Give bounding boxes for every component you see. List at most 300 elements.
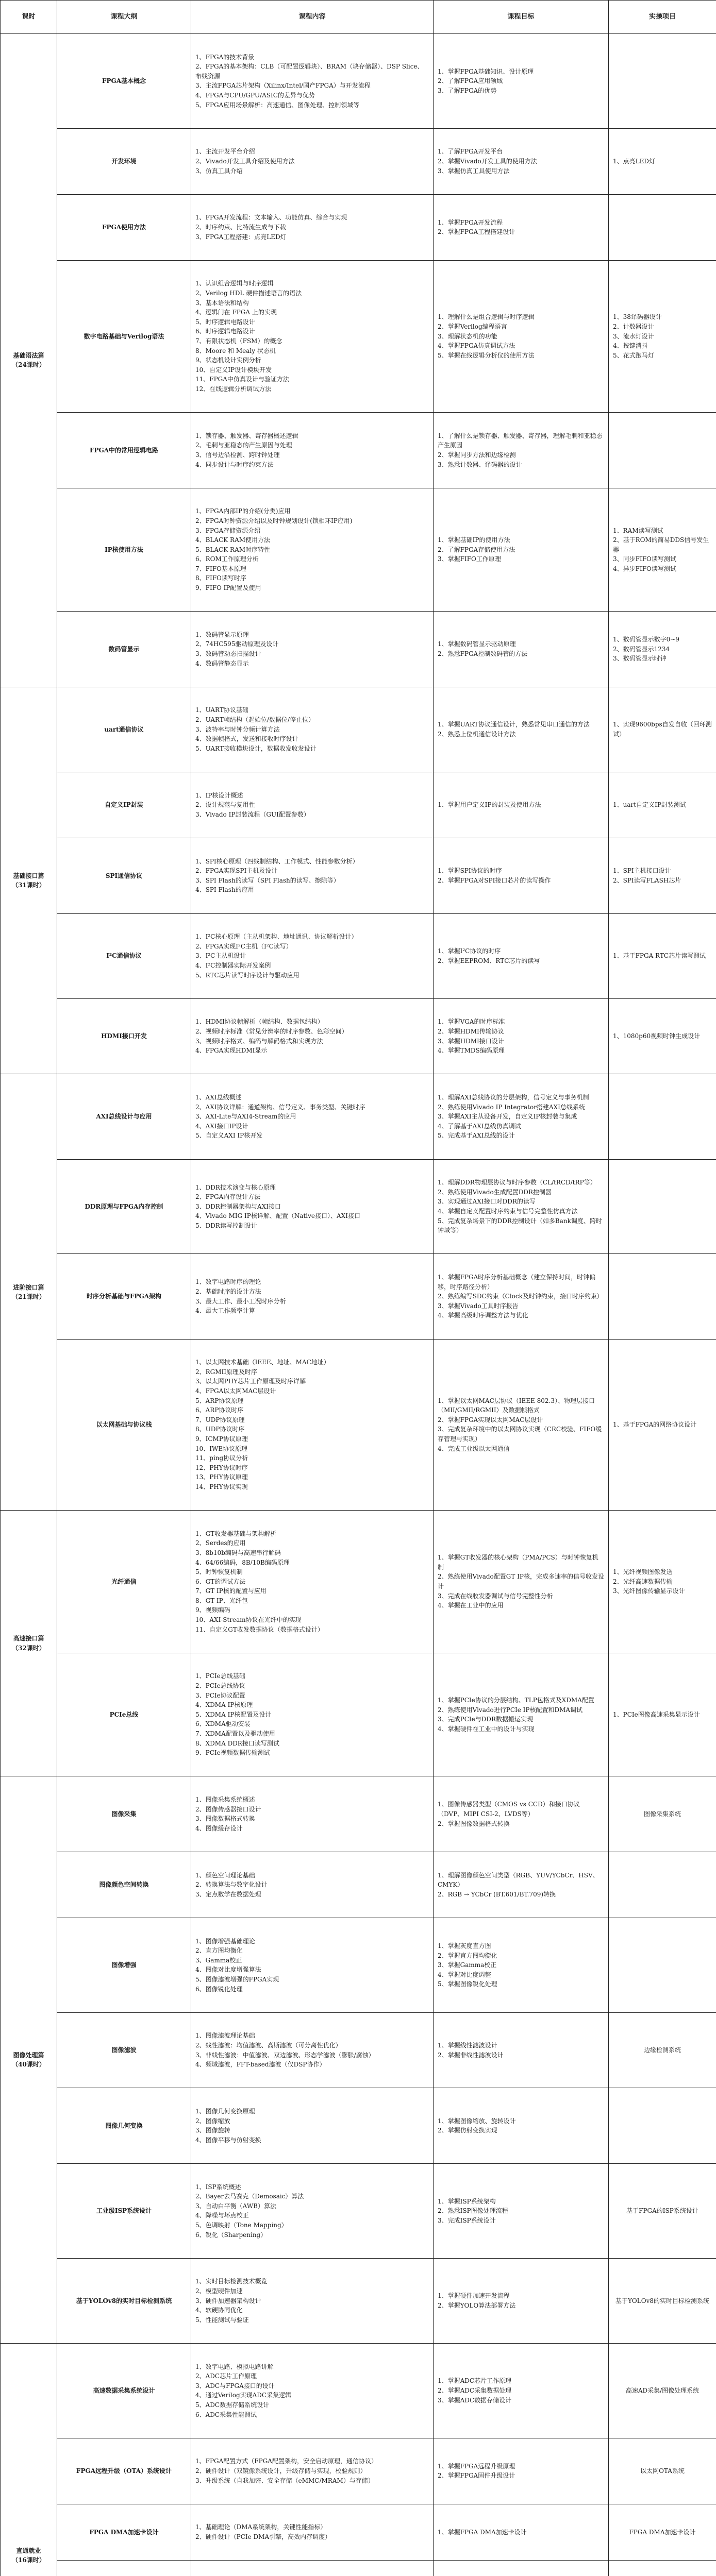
stage-label bbox=[1, 1511, 57, 1776]
course-goal bbox=[434, 2012, 609, 2088]
course-goal-line: 3、了解FPGA的优势 bbox=[438, 87, 497, 94]
course-goal-line: 2、掌握HDMI传输协议 bbox=[438, 1028, 504, 1036]
course-goal bbox=[434, 34, 609, 129]
course-project bbox=[609, 2164, 716, 2259]
course-project bbox=[609, 488, 716, 612]
course-goal-line: 4、完成工业级以太网通信 bbox=[438, 1445, 510, 1452]
course-title: I²C通信协议 bbox=[57, 913, 191, 998]
course-content-line: 3、FPGA存储资源介绍 bbox=[195, 527, 261, 534]
course-content-line: 3、波特率与时钟分频计算方法 bbox=[195, 725, 280, 733]
course-content-line: 5、UART接收模块设计，数据收发收发设计 bbox=[195, 744, 317, 752]
course-content-line: 2、74HC595驱动原理及设计 bbox=[195, 640, 279, 648]
course-goal-line: 1、掌握ISP系统架构 bbox=[438, 2197, 496, 2205]
course-content-line: 6、GT的调试方法 bbox=[195, 1578, 246, 1585]
course-goal-line: 1、掌握FPGA基础知识、设计原理 bbox=[438, 67, 534, 75]
course-content-line: 3、I²C主从机设计 bbox=[195, 952, 246, 960]
course-content-line: 9、FIFO IP配置及使用 bbox=[195, 584, 261, 592]
course-title: 图像颜色空间转换 bbox=[57, 1852, 191, 1918]
course-goal-line: 1、掌握FPGA开发流程 bbox=[438, 218, 503, 226]
course-goal bbox=[434, 1339, 609, 1511]
course-content-line: 4、64/66编码，8B/10B编码原理 bbox=[195, 1558, 290, 1566]
course-goal-line: 1、掌握SPI协议的时序 bbox=[438, 867, 502, 875]
course-goal-line: 4、掌握硬件在工业中的设计与实现 bbox=[438, 1725, 535, 1733]
stage-label-line: 高速接口篇 bbox=[13, 1635, 44, 1642]
course-goal-line: 2、掌握FPGA工程搭建设计 bbox=[438, 228, 515, 236]
table-row bbox=[1, 34, 716, 129]
course-content bbox=[191, 194, 434, 260]
course-goal-line: 3、掌握HDMI接口设计 bbox=[438, 1037, 504, 1045]
stage-label-line: 图像处理篇 bbox=[13, 2051, 44, 2059]
course-goal-line: 1、理解AXI总线协议的分层架构，信号定义与事务机制 bbox=[438, 1094, 589, 1101]
course-content-line: 2、AXI协议详解：通道架构、信号定义、事务类型、关键时序 bbox=[195, 1103, 365, 1111]
course-content-line: 11、FPGA中仿真设计与验证方法 bbox=[195, 376, 289, 383]
course-content-line: 2、时序约束、比特流生成与下载 bbox=[195, 223, 286, 231]
course-content-line: 5、自定义AXI IP核开发 bbox=[195, 1132, 263, 1140]
course-content-line: 8、UDP协议时序 bbox=[195, 1426, 245, 1433]
course-content-line: 3、最大工作、最小工况时序分析 bbox=[195, 1297, 286, 1305]
course-content bbox=[191, 1653, 434, 1776]
course-content-line: 6、图像锐化处理 bbox=[195, 1985, 243, 1993]
course-goal bbox=[434, 612, 609, 687]
course-goal-line: 1、掌握FPGA时序分析基础概念（建立保持时间，时钟偏移，时序路径分析） bbox=[438, 1274, 596, 1291]
course-content bbox=[191, 2012, 434, 2088]
stage-label-line: 直通就业 bbox=[16, 2547, 41, 2554]
table-row bbox=[1, 913, 716, 998]
table-row bbox=[1, 838, 716, 914]
course-content-line: 5、时钟恢复机制 bbox=[195, 1568, 243, 1576]
course-content-line: 4、频域滤波，FFT-based滤波（仅DSP协作） bbox=[195, 2061, 326, 2069]
course-content-line: 1、图像几何变换原理 bbox=[195, 2108, 255, 2115]
course-goal bbox=[434, 1254, 609, 1339]
course-project-line: 1、基于FPGA RTC芯片读写测试 bbox=[613, 952, 706, 960]
stage-label-line: （24课时） bbox=[12, 361, 45, 369]
course-project-line: 4、按键消抖 bbox=[613, 342, 648, 350]
course-content-line: 3、定点数学在数据处理 bbox=[195, 1890, 261, 1898]
stage-label-line: （31课时） bbox=[12, 882, 45, 889]
course-goal-line: 1、了解FPGA开发平台 bbox=[438, 148, 503, 156]
course-content-line: 2、视频时序标准（常见分辨率的时序参数、色彩空间） bbox=[195, 1028, 348, 1036]
course-content-line: 7、FIFO基本原理 bbox=[195, 565, 246, 572]
course-content-line: 5、ARP协议原理 bbox=[195, 1397, 244, 1404]
course-content bbox=[191, 2438, 434, 2504]
course-goal-line: 3、理解状态机的功能 bbox=[438, 332, 497, 340]
header-hours: 课时 bbox=[1, 1, 57, 34]
course-content-line: 7、有限状态机（FSM）的概念 bbox=[195, 337, 282, 345]
header-outline: 课程大纲 bbox=[57, 1, 191, 34]
course-goal-line: 1、掌握数码管显示驱动原理 bbox=[438, 640, 516, 648]
course-project-line: 3、数码管显示时钟 bbox=[613, 655, 667, 663]
stage-label bbox=[1, 34, 57, 687]
course-project bbox=[609, 1339, 716, 1511]
course-title: 开发环境 bbox=[57, 128, 191, 194]
course-content-line: 12、在线逻辑分析调试方法 bbox=[195, 385, 272, 393]
course-content bbox=[191, 612, 434, 687]
course-goal-line: 3、掌握仿真工具使用方法 bbox=[438, 167, 510, 175]
course-content-line: 14、PHY协议实现 bbox=[195, 1483, 248, 1490]
course-content-line: 1、UART协议基础 bbox=[195, 706, 248, 714]
course-content-line: 3、非线性滤波：中值滤波、双边滤波、形态学滤波（膨胀/腐蚀） bbox=[195, 2051, 375, 2059]
course-goal-line: 1、掌握UART协议通信设计，熟悉常见串口通信的方法 bbox=[438, 721, 590, 728]
course-content bbox=[191, 34, 434, 129]
table-row bbox=[1, 260, 716, 412]
course-content-line: 2、毛刺与亚稳态的产生原因与处理 bbox=[195, 442, 292, 449]
stage-label bbox=[1, 687, 57, 1074]
course-content-line: 4、BLACK RAM使用方法 bbox=[195, 536, 271, 544]
course-content-line: 4、数据帧格式，发送和接收时序设计 bbox=[195, 735, 298, 743]
course-content-line: 1、ISP系统概述 bbox=[195, 2183, 241, 2191]
course-project bbox=[609, 772, 716, 838]
table-row bbox=[1, 1653, 716, 1776]
course-content-line: 2、图像传感器接口设计 bbox=[195, 1805, 261, 1813]
course-content-line: 4、软硬协同优化 bbox=[195, 2307, 243, 2314]
course-content-line: 4、FPGA与CPU/GPU/ASIC的差异与优势 bbox=[195, 91, 315, 99]
stage-label-line: （40课时） bbox=[12, 2061, 45, 2069]
course-content-line: 2、硬件设计（双镜像系统设计，升级存储与实现，校验规则） bbox=[195, 2467, 367, 2475]
course-content-line: 1、FPGA的技术背景 bbox=[195, 53, 255, 61]
course-goal bbox=[434, 2504, 609, 2560]
course-content bbox=[191, 1776, 434, 1852]
course-goal bbox=[434, 128, 609, 194]
course-content-line: 1、实时目标检测技术概览 bbox=[195, 2278, 268, 2285]
course-goal-line: 2、掌握FPGA固件升级设计 bbox=[438, 2472, 515, 2480]
course-goal bbox=[434, 194, 609, 260]
course-goal-line: 2、熟练使用Vivado配置GT IP核，完成多速率的信号收发设计 bbox=[438, 1573, 604, 1590]
course-content bbox=[191, 1339, 434, 1511]
course-title: 高速数据采集系统设计 bbox=[57, 2343, 191, 2438]
course-content-line: 3、以太网PHY芯片工作原理及时序详解 bbox=[195, 1378, 306, 1385]
course-content bbox=[191, 488, 434, 612]
course-goal bbox=[434, 2088, 609, 2164]
course-content-line: 9、ICMP协议原理 bbox=[195, 1435, 248, 1443]
course-project bbox=[609, 1254, 716, 1339]
table-row bbox=[1, 2561, 716, 2576]
course-content-line: 4、逻辑门在 FPGA 上的实现 bbox=[195, 309, 277, 316]
course-content-line: 5、RTC芯片读写时序设计与驱动应用 bbox=[195, 971, 299, 979]
course-content-line: 3、SPI Flash的读写（SPI Flash的读写、擦除等） bbox=[195, 876, 340, 884]
course-project-line: 1、实现9600bps自发自收（回环测试） bbox=[613, 721, 712, 738]
course-content-line: 3、AXI-Lite与AXI4-Stream的应用 bbox=[195, 1113, 296, 1121]
course-goal bbox=[434, 1653, 609, 1776]
course-content-line: 9、状态机设计实例分析 bbox=[195, 357, 261, 364]
course-project-line: 2、计数器设计 bbox=[613, 323, 654, 331]
header-project: 实操项目 bbox=[609, 1, 716, 34]
table-row bbox=[1, 1918, 716, 2013]
course-goal bbox=[434, 772, 609, 838]
stage-label-line: 基础语法篇 bbox=[13, 351, 44, 359]
course-goal-line: 4、掌握对比度调整 bbox=[438, 1971, 491, 1978]
course-project bbox=[609, 2012, 716, 2088]
course-content-line: 2、Bayer去马赛克（Demosaic）算法 bbox=[195, 2193, 304, 2200]
course-project-line: 5、花式跑马灯 bbox=[613, 351, 654, 359]
course-content-line: 3、DDR控制器架构与AXI接口 bbox=[195, 1202, 281, 1210]
course-content-line: 5、BLACK RAM时序特性 bbox=[195, 546, 271, 553]
course-goal bbox=[434, 260, 609, 412]
table-row bbox=[1, 2343, 716, 2438]
course-goal-line: 1、掌握FPGA DMA加速卡设计 bbox=[438, 2528, 527, 2536]
course-goal-line: 1、掌握灰度直方图 bbox=[438, 1942, 491, 1950]
course-content-line: 1、图像滤波理论基础 bbox=[195, 2032, 255, 2040]
course-content-line: 4、图像平移与仿射变换 bbox=[195, 2136, 261, 2144]
course-project-line: 1、uart自定义IP封装测试 bbox=[613, 801, 686, 809]
course-content-line: 3、8b10b编码与高速串行解码 bbox=[195, 1549, 281, 1556]
course-project-line: 高速AD采集/图像处理系统 bbox=[625, 2387, 700, 2395]
course-title: 图像滤波 bbox=[57, 2012, 191, 2088]
course-content bbox=[191, 2258, 434, 2343]
course-goal-line: 4、掌握TMDS编码原理 bbox=[438, 1047, 505, 1055]
course-content-line: 3、仿真工具介绍 bbox=[195, 167, 243, 175]
course-content bbox=[191, 1254, 434, 1339]
course-project-line: 1、1080p60视频时钟生成设计 bbox=[613, 1032, 701, 1040]
course-project bbox=[609, 1074, 716, 1159]
course-content-line: 1、以太网技术基础（IEEE、地址、MAC地址） bbox=[195, 1359, 330, 1366]
course-goal-line: 1、掌握GT收发器的核心架构（PMA/PCS）与时钟恢复机制 bbox=[438, 1554, 598, 1571]
course-content-line: 3、视频时序格式、编码与解码格式和实现方法 bbox=[195, 1037, 323, 1045]
course-title: 数字电路基础与Verilog语法 bbox=[57, 260, 191, 412]
course-goal-line: 3、熟悉计数器、译码器的设计 bbox=[438, 461, 522, 468]
course-title: AXI总线设计与应用 bbox=[57, 1074, 191, 1159]
course-content bbox=[191, 1074, 434, 1159]
course-content-line: 2、模型硬件加速 bbox=[195, 2287, 243, 2295]
course-goal-line: 1、掌握硬件加速开发流程 bbox=[438, 2292, 510, 2300]
course-project bbox=[609, 34, 716, 129]
course-content-line: 4、数码管静态显示 bbox=[195, 659, 249, 667]
course-content-line: 1、图像增强基础理论 bbox=[195, 1937, 255, 1945]
course-content-line: 6、ARP协议时序 bbox=[195, 1406, 244, 1414]
course-goal-line: 1、了解什么是锁存器、触发器、寄存器，理解毛刺和亚稳态产生原因 bbox=[438, 432, 603, 449]
course-goal-line: 4、掌握FPGA仿真调试方法 bbox=[438, 342, 515, 350]
course-project bbox=[609, 687, 716, 772]
course-content-line: 1、AXI总线概述 bbox=[195, 1094, 242, 1101]
course-title: FPGA远程升级（OTA）系统设计 bbox=[57, 2438, 191, 2504]
course-title: 图像采集 bbox=[57, 1776, 191, 1852]
course-content bbox=[191, 260, 434, 412]
course-goal-line: 2、掌握YOLO算法部署方法 bbox=[438, 2301, 516, 2309]
course-content-line: 8、XDMA DDR接口读写测试 bbox=[195, 1739, 279, 1747]
course-project-line: 1、RAM读写测试 bbox=[613, 527, 663, 534]
course-title: SPI通信协议 bbox=[57, 838, 191, 914]
course-title: 光纤通信 bbox=[57, 1511, 191, 1653]
course-goal bbox=[434, 1511, 609, 1653]
course-content bbox=[191, 913, 434, 998]
course-content-line: 2、线性滤波：均值滤波、高斯滤波（可分离性优化） bbox=[195, 2042, 342, 2049]
course-content-line: 3、FPGA工程搭建：点亮LED灯 bbox=[195, 233, 287, 241]
course-content-line: 4、SPI Flash的应用 bbox=[195, 886, 254, 894]
course-goal-line: 2、熟练使用Vivado IP Integrator搭建AXI总线系统 bbox=[438, 1103, 585, 1111]
course-content-line: 9、PCIe视频数据传输测试 bbox=[195, 1749, 270, 1757]
course-content-line: 4、降噪与坏点校正 bbox=[195, 2212, 249, 2219]
course-goal-line: 4、了解基于AXI总线仿真调试 bbox=[438, 1122, 521, 1130]
course-title: DDR原理与FPGA内存控制 bbox=[57, 1159, 191, 1254]
course-content-line: 5、XDMA IP核配置及设计 bbox=[195, 1710, 272, 1718]
course-content-line: 4、图像对比度增强算法 bbox=[195, 1966, 261, 1974]
course-project-line: 图像采集系统 bbox=[643, 1810, 681, 1818]
course-project-line: 1、光纤视频图像发送 bbox=[613, 1568, 673, 1576]
course-content bbox=[191, 1918, 434, 2013]
course-content-line: 2、FPGA时钟资源介绍以及时钟规划设计(锁相环IP应用) bbox=[195, 517, 353, 524]
course-content-line: 3、图像数据格式转换 bbox=[195, 1815, 255, 1823]
course-project bbox=[609, 2438, 716, 2504]
course-goal bbox=[434, 2258, 609, 2343]
course-goal bbox=[434, 488, 609, 612]
course-goal-line: 1、掌握线性滤波设计 bbox=[438, 2042, 497, 2049]
course-content-line: 6、时序逻辑电路设计 bbox=[195, 328, 255, 335]
table-body bbox=[1, 34, 716, 2576]
course-content-line: 1、HDMI协议帧解析（帧结构、数据包结构） bbox=[195, 1018, 324, 1026]
course-goal-line: 5、掌握图像锐化处理 bbox=[438, 1980, 497, 1988]
course-goal-line: 3、实现通过AXI接口对DDR的读写 bbox=[438, 1198, 536, 1206]
course-goal bbox=[434, 2343, 609, 2438]
stage-label-line: （16课时） bbox=[12, 2556, 45, 2564]
course-content bbox=[191, 2561, 434, 2576]
course-goal-line: 2、掌握ADC采集数据处理 bbox=[438, 2387, 512, 2395]
course-goal-line: 1、掌握以太网MAC层协议（IEEE 802.3）、物理层接口（MII/GMII/RGMII）及数据帧格式 bbox=[438, 1397, 595, 1414]
table-row bbox=[1, 998, 716, 1074]
table-row bbox=[1, 413, 716, 488]
course-content-line: 1、IP核设计概述 bbox=[195, 791, 243, 799]
table-row bbox=[1, 1776, 716, 1852]
course-project bbox=[609, 1852, 716, 1918]
course-project bbox=[609, 913, 716, 998]
course-content-line: 8、Moore 和 Mealy 状态机 bbox=[195, 347, 276, 354]
course-content-line: 3、Vivado IP封装流程（GUI配置参数） bbox=[195, 810, 310, 818]
table-row bbox=[1, 2504, 716, 2560]
course-goal bbox=[434, 1776, 609, 1852]
course-project-line: 1、SPI主机接口设计 bbox=[613, 867, 671, 875]
course-project-line: 2、数码管显示1234 bbox=[613, 645, 670, 653]
course-project-line: 4、异步FIFO读写测试 bbox=[613, 565, 676, 572]
course-goal bbox=[434, 687, 609, 772]
table-row bbox=[1, 612, 716, 687]
course-content-line: 4、I²C控制器实际开发案例 bbox=[195, 962, 271, 970]
course-project bbox=[609, 2561, 716, 2576]
course-content-line: 6、ROM工作原理分析 bbox=[195, 555, 259, 563]
table-row bbox=[1, 2164, 716, 2259]
course-project-line: 2、光纤高速数据传输 bbox=[613, 1578, 673, 1585]
course-content-line: 2、RGMII原理及时序 bbox=[195, 1368, 258, 1376]
course-goal-line: 2、掌握仿射变换实现 bbox=[438, 2127, 497, 2134]
course-project-line: 1、38译码器设计 bbox=[613, 313, 662, 321]
course-project-line: 2、基于ROM的简易DDS信号发生器 bbox=[613, 536, 709, 553]
table-row bbox=[1, 1852, 716, 1918]
table-header bbox=[1, 1, 716, 34]
course-title: 时序分析基础与FPGA架构 bbox=[57, 1254, 191, 1339]
table-row bbox=[1, 2258, 716, 2343]
course-content-line: 3、升级系统（自我加密、安全存储（eMMC/MRAM）与存储） bbox=[195, 2477, 374, 2484]
course-project bbox=[609, 1653, 716, 1776]
course-content-line: 3、基本语法和结构 bbox=[195, 299, 249, 307]
course-goal-line: 3、完成在线收发器调试与信号完整性分析 bbox=[438, 1592, 553, 1600]
course-content-line: 4、最大工作频率计算 bbox=[195, 1307, 255, 1315]
course-content-line: 2、Verilog HDL 硬件描述语言的语法 bbox=[195, 289, 302, 297]
course-goal-line: 3、掌握AXI主从设备开发，自定义IP核封装与集成 bbox=[438, 1113, 577, 1121]
course-goal-line: 3、完成PCIe与DDR数据搬运实现 bbox=[438, 1716, 534, 1723]
course-title: 自定义IP封装 bbox=[57, 772, 191, 838]
course-title: FPGA中的常用逻辑电路 bbox=[57, 413, 191, 488]
header-goal: 课程目标 bbox=[434, 1, 609, 34]
course-project bbox=[609, 2343, 716, 2438]
course-content-line: 3、图像旋转 bbox=[195, 2127, 230, 2134]
course-goal-line: 3、掌握FIFO工作原理 bbox=[438, 555, 501, 563]
course-content-line: 1、锁存器、触发器、寄存器概述逻辑 bbox=[195, 432, 298, 439]
course-goal-line: 5、完成基于AXI总线的设计 bbox=[438, 1132, 515, 1140]
header-content: 课程内容 bbox=[191, 1, 434, 34]
course-title: 工业级ISP系统设计 bbox=[57, 2164, 191, 2259]
course-goal-line: 1、掌握FPGA远程升级原理 bbox=[438, 2462, 515, 2470]
course-goal bbox=[434, 1159, 609, 1254]
course-content bbox=[191, 128, 434, 194]
course-content-line: 6、ADC采集性能测试 bbox=[195, 2411, 257, 2418]
course-content bbox=[191, 838, 434, 914]
course-title: 图像增强 bbox=[57, 1918, 191, 2013]
course-content bbox=[191, 2164, 434, 2259]
course-goal-line: 2、掌握EEPROM、RTC芯片的读写 bbox=[438, 957, 540, 964]
stage-label bbox=[1, 1776, 57, 2344]
course-goal-line: 4、掌握高级时序调整方法与优化 bbox=[438, 1312, 528, 1319]
course-content-line: 13、PHY协议原理 bbox=[195, 1473, 248, 1481]
course-content bbox=[191, 2343, 434, 2438]
course-goal-line: 4、掌握自定义配置时序约束与信号完整性仿真方法 bbox=[438, 1208, 578, 1215]
course-title: uart通信协议 bbox=[57, 687, 191, 772]
stage-label-line: 进阶接口篇 bbox=[13, 1283, 44, 1291]
course-content-line: 5、时序逻辑电路设计 bbox=[195, 318, 255, 326]
course-goal bbox=[434, 913, 609, 998]
course-content-line: 2、FPGA实现SPI主机及设计 bbox=[195, 867, 278, 875]
course-content-line: 3、主流FPGA芯片架构（Xilinx/Intel/国产FPGA）与开发流程 bbox=[195, 82, 371, 90]
course-content-line: 4、XDMA IP核原理 bbox=[195, 1701, 253, 1709]
course-goal-line: 2、掌握非线性滤波设计 bbox=[438, 2051, 504, 2059]
course-project-line: 3、同步FIFO读写测试 bbox=[613, 555, 676, 563]
course-content bbox=[191, 413, 434, 488]
course-content-line: 5、FPGA应用场景解析：高速通信、图像处理、控制领域等 bbox=[195, 101, 360, 109]
course-content-line: 3、信号边沿检测、跨时钟处理 bbox=[195, 451, 280, 459]
course-goal-line: 5、完成复杂场景下的DDR控制设计（如多Bank调度、跨时钟域等） bbox=[438, 1217, 602, 1234]
course-content-line: 5、图像滤波增强的FPGA实现 bbox=[195, 1976, 279, 1984]
table-row bbox=[1, 2012, 716, 2088]
course-goal-line: 2、掌握Vivado开发工具的使用方法 bbox=[438, 157, 537, 165]
course-content-line: 7、UDP协议原理 bbox=[195, 1416, 245, 1423]
course-content-line: 1、GT收发器基础与架构解析 bbox=[195, 1530, 277, 1537]
course-content bbox=[191, 772, 434, 838]
course-goal-line: 2、熟练编写SDC约束（Clock及时钟约束，接口时序约束） bbox=[438, 1293, 603, 1300]
course-goal-line: 2、了解FPGA存储使用方法 bbox=[438, 546, 515, 553]
course-content-line: 2、FPGA内存设计方法 bbox=[195, 1193, 261, 1201]
course-project bbox=[609, 2258, 716, 2343]
course-project-line: 1、PCIe图像高速采集显示设计 bbox=[613, 1710, 700, 1718]
course-content-line: 1、基础理论（DMA系统架构，关键性能指标） bbox=[195, 2523, 327, 2531]
course-content-line: 4、AXI接口IP设计 bbox=[195, 1122, 248, 1130]
course-goal-line: 1、掌握基础IP的使用方法 bbox=[438, 536, 510, 544]
course-project bbox=[609, 2504, 716, 2560]
course-title: IP核使用方法 bbox=[57, 488, 191, 612]
course-content-line: 2、转换算法与数字化设计 bbox=[195, 1881, 268, 1889]
course-goal-line: 3、掌握Gamma校正 bbox=[438, 1961, 497, 1969]
course-content-line: 5、DDR读写控制设计 bbox=[195, 1222, 257, 1229]
course-goal bbox=[434, 1852, 609, 1918]
course-content-line: 2、FPGA的基本架构：CLB（可配置逻辑块）、BRAM（块存储器）、DSP Slice、布线资源 bbox=[195, 63, 424, 80]
course-content-line: 2、PCIe总线协议 bbox=[195, 1682, 245, 1690]
course-title: 基于YOLOv8的实时目标检测系统 bbox=[57, 2258, 191, 2343]
course-goal-line: 2、掌握图像数据格式转换 bbox=[438, 1820, 510, 1827]
course-content-line: 1、颜色空间理论基础 bbox=[195, 1871, 255, 1879]
table-row bbox=[1, 488, 716, 612]
course-goal-line: 1、掌握PCIe协议的分层结构、TLP包格式及XDMA配置 bbox=[438, 1696, 594, 1704]
table-row bbox=[1, 2088, 716, 2164]
course-project bbox=[609, 612, 716, 687]
course-project bbox=[609, 998, 716, 1074]
course-project-line: 1、数码管显示数字0~9 bbox=[613, 636, 679, 643]
course-title: 数码管显示 bbox=[57, 612, 191, 687]
course-content-line: 1、数字电路、模拟电路讲解 bbox=[195, 2363, 274, 2370]
